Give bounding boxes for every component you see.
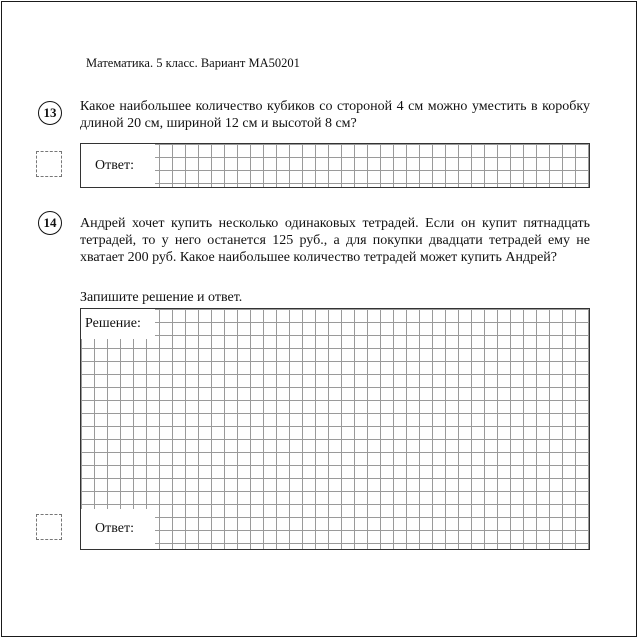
task-14-number: 14 (38, 211, 62, 235)
task-13-number: 13 (38, 101, 62, 125)
task-14-solution-grid[interactable] (80, 308, 590, 550)
task-14-score-box[interactable] (36, 514, 62, 540)
page-header: Математика. 5 класс. Вариант МА50201 (86, 56, 300, 70)
task-14-solution-label: Решение: (81, 309, 155, 339)
task-14-question: Андрей хочет купить несколько одинаковых тетрадей. Если он купит пятнадцать тетрадей, то у него останется 125 руб., а для покупки двадцати тетрадей ему не хватает 200 руб. Какое наибольшее количество тетрадей может купить Андрей? (80, 216, 590, 265)
task-13-answer-label: Ответ: (81, 144, 155, 187)
task-14-answer-label: Ответ: (81, 509, 155, 549)
task-13-answer-grid[interactable] (80, 143, 590, 188)
task-14-instruction: Запишите решение и ответ. (80, 290, 243, 305)
task-13-question: Какое наибольшее количество кубиков со стороной 4 см можно уместить в коробку длиной 20 см, шириной 12 см и высотой 8 см? (80, 99, 590, 131)
task-13-score-box[interactable] (36, 151, 62, 177)
